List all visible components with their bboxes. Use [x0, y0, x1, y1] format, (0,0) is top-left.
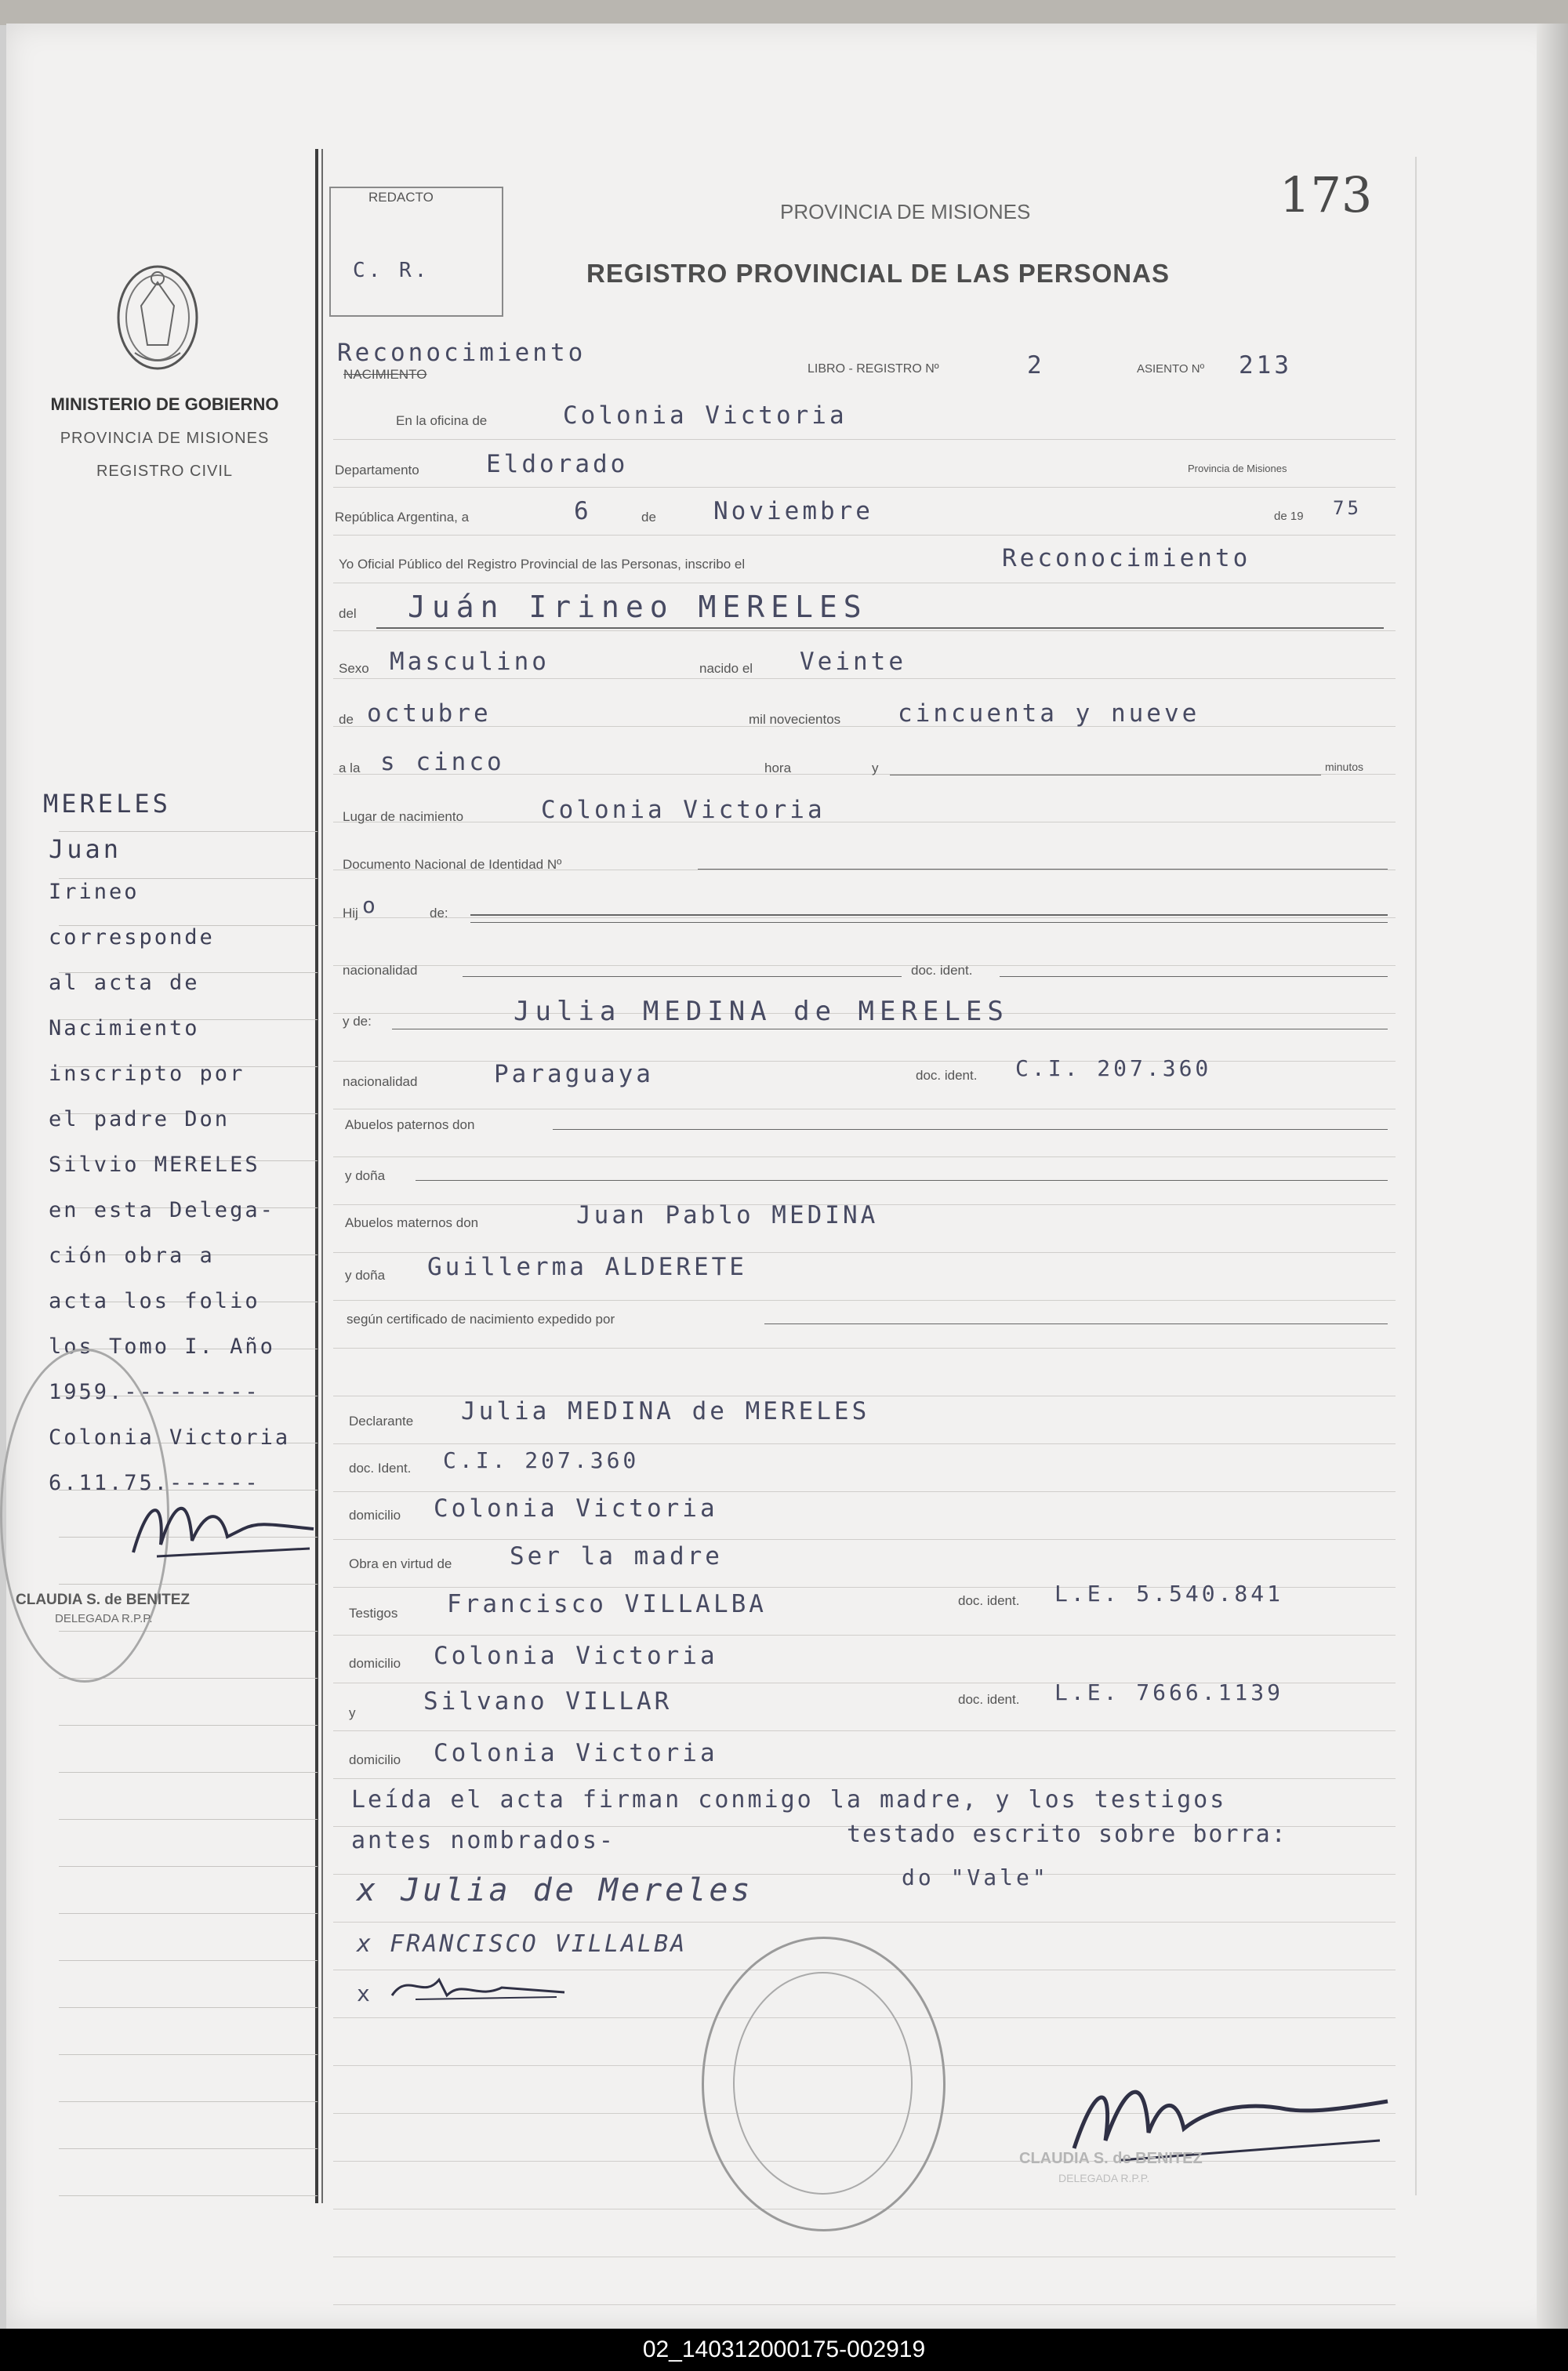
y-dona-label-2: y doña	[345, 1268, 386, 1283]
margin-rule-line	[59, 2054, 318, 2055]
form-rule-line	[333, 487, 1396, 488]
form-rule-line	[333, 726, 1396, 727]
abuelos-maternos-label: Abuelos maternos don	[345, 1215, 479, 1230]
ministry-title: MINISTERIO DE GOBIERNO	[50, 394, 279, 414]
oficial-value: Reconocimiento	[1002, 544, 1251, 572]
provincia-label: Provincia de Misiones	[1188, 463, 1287, 474]
margin-note-line: 6.11.75.------	[49, 1471, 260, 1495]
form-rule-line	[333, 1300, 1396, 1301]
mother-document: C.I. 207.360	[1015, 1055, 1212, 1081]
margin-note-line: ción obra a	[49, 1244, 215, 1268]
segun-label: según certificado de nacimiento expedido por	[347, 1312, 615, 1327]
bottom-officer-name: CLAUDIA S. de BENITEZ	[1019, 2150, 1203, 2167]
page-top-edge	[0, 0, 1568, 25]
year-value: 75	[1333, 497, 1362, 519]
margin-note-line: Silvio MERELES	[49, 1153, 260, 1177]
month-value: Noviembre	[713, 497, 873, 525]
testigos-label: Testigos	[349, 1606, 398, 1621]
redacto-box	[329, 187, 503, 317]
margin-note-line: Juan	[49, 834, 122, 864]
closing-line-2a: antes nombrados-	[351, 1827, 615, 1854]
margin-rule-line	[59, 1913, 318, 1914]
testigo1-doc: L.E. 5.540.841	[1054, 1581, 1284, 1607]
dni-label: Documento Nacional de Identidad Nº	[343, 857, 562, 872]
nacido-value: Veinte	[800, 648, 906, 676]
margin-rule-line	[59, 1819, 318, 1820]
form-rule-line	[333, 535, 1396, 536]
doc-ident-label-1: doc. ident.	[911, 963, 973, 978]
signature-mother-note: do "Vale"	[902, 1864, 1049, 1890]
coat-of-arms-icon	[111, 259, 204, 376]
subject-name: Juán Irineo MERELES	[408, 590, 868, 624]
closing-line-1: Leída el acta firman conmigo la madre, y los testigos	[351, 1786, 1227, 1814]
hijo-de-label: de:	[430, 906, 448, 920]
signature-mother: x Julia de Mereles	[357, 1872, 753, 1908]
decl-doc-value: C.I. 207.360	[443, 1447, 640, 1473]
margin-note-line: MERELES	[43, 789, 171, 819]
margin-rule-line	[59, 1772, 318, 1773]
bottom-officer-role: DELEGADA R.P.P.	[1058, 2172, 1150, 2184]
margin-note-line: Irineo	[49, 880, 140, 904]
year-label: de 19	[1274, 510, 1304, 523]
image-id-footer: 02_140312000175-002919	[0, 2329, 1568, 2371]
page-edge-shadow	[1537, 24, 1568, 2329]
alas-value: s cinco	[380, 748, 505, 776]
y2-label: y	[349, 1705, 356, 1720]
nacionalidad-label-1: nacionalidad	[343, 963, 418, 978]
form-rule-line	[333, 1730, 1396, 1731]
margin-note-line: corresponde	[49, 925, 215, 949]
sexo-label: Sexo	[339, 661, 369, 676]
margin-note-line: en esta Delega-	[49, 1198, 275, 1222]
margin-rule-line	[59, 1725, 318, 1726]
margin-officer-name: CLAUDIA S. de BENITEZ	[16, 1592, 191, 1608]
y-label: y	[872, 761, 879, 775]
republica-label: República Argentina, a	[335, 510, 470, 525]
domicilio-label-2: domicilio	[349, 1656, 401, 1671]
father-underline	[470, 914, 1388, 916]
testigo2-name: Silvano VILLAR	[423, 1687, 673, 1716]
margin-rule-line	[59, 2007, 318, 2008]
oficial-label: Yo Oficial Público del Registro Provincial de las Personas, inscribo el	[339, 557, 746, 572]
form-rule-line	[333, 1443, 1396, 1444]
lugar-label: Lugar de nacimiento	[343, 809, 464, 824]
margin-note-line: al acta de	[49, 971, 200, 995]
decl-doc-label: doc. Ident.	[349, 1461, 412, 1476]
libro-value: 2	[1027, 351, 1045, 379]
nac1-underline	[463, 976, 902, 977]
margin-note-line: los Tomo I. Año	[49, 1334, 275, 1359]
lugar-value: Colonia Victoria	[541, 796, 826, 824]
decl-domicilio: Colonia Victoria	[434, 1494, 718, 1523]
margin-note-line: inscripto por	[49, 1062, 245, 1086]
right-form-border	[1415, 157, 1417, 2195]
signature-witness-2-mark: x	[357, 1981, 373, 2006]
obra-value: Ser la madre	[510, 1542, 723, 1570]
margin-officer-role: DELEGADA R.P.P.	[55, 1612, 153, 1625]
de-label: de	[641, 510, 656, 525]
departamento-label: Departamento	[335, 463, 419, 477]
declarante-label: Declarante	[349, 1414, 414, 1429]
doc-ident-label-3: doc. ident.	[958, 1593, 1020, 1608]
declarante-value: Julia MEDINA de MERELES	[461, 1397, 870, 1425]
hora-label: hora	[764, 761, 792, 775]
segun-underline	[764, 1323, 1388, 1324]
de2-label: de	[339, 712, 354, 727]
oficina-label: En la oficina de	[396, 413, 488, 428]
mother-nationality: Paraguaya	[494, 1060, 654, 1088]
oficina-value: Colonia Victoria	[563, 401, 848, 430]
form-rule-line	[333, 1348, 1396, 1349]
name-underline	[376, 627, 1384, 629]
margin-note-line: Colonia Victoria	[49, 1425, 291, 1450]
form-rule-line	[333, 1061, 1396, 1062]
birth-month: octubre	[367, 699, 492, 728]
form-rule-line	[333, 1156, 1396, 1157]
margin-rule-line	[59, 2148, 318, 2149]
testigo2-doc: L.E. 7666.1139	[1054, 1679, 1284, 1705]
redacto-value: C. R.	[353, 259, 430, 282]
departamento-value: Eldorado	[486, 450, 629, 478]
signature-witness-1: x FRANCISCO VILLALBA	[357, 1930, 688, 1958]
minutos-label: minutos	[1325, 761, 1364, 773]
margin-rule-line	[59, 2101, 318, 2102]
form-rule-line	[333, 2304, 1396, 2305]
registry-stamp-inner	[733, 1972, 913, 2195]
margin-rule-inner	[321, 149, 323, 2203]
dona1-underline	[416, 1180, 1388, 1181]
margin-rule-line	[59, 2195, 318, 2196]
folio-number: 173	[1279, 166, 1373, 223]
doc-ident-label-2: doc. ident.	[916, 1068, 978, 1083]
obra-label: Obra en virtud de	[349, 1556, 452, 1571]
closing-line-2b: testado escrito sobre borra:	[847, 1821, 1287, 1848]
mil-label: mil novecientos	[749, 712, 841, 727]
doc1-underline	[1000, 976, 1388, 977]
hijo-label: Hij	[343, 906, 358, 920]
mother-name: Julia MEDINA de MERELES	[514, 996, 1009, 1027]
form-rule-line	[333, 678, 1396, 679]
margin-rule-line	[59, 1960, 318, 1961]
ministry-office: REGISTRO CIVIL	[96, 463, 234, 480]
margin-rule-line	[59, 1866, 318, 1867]
form-rule-line	[333, 630, 1396, 631]
nacionalidad-label-2: nacionalidad	[343, 1074, 418, 1089]
act-type-handwritten: Reconocimiento	[337, 339, 586, 367]
form-rule-line	[333, 1635, 1396, 1636]
asiento-label: ASIENTO Nº	[1137, 362, 1205, 376]
y-de-label: y de:	[343, 1014, 372, 1029]
testigo1-domicilio: Colonia Victoria	[434, 1642, 718, 1670]
abuelos-paternos-label: Abuelos paternos don	[345, 1117, 475, 1132]
form-rule-line	[333, 1922, 1396, 1923]
sexo-value: Masculino	[390, 648, 550, 676]
form-rule-line	[333, 965, 1396, 966]
province-header: PROVINCIA DE MISIONES	[780, 200, 1031, 223]
nacido-label: nacido el	[699, 661, 753, 676]
form-rule-line	[333, 1491, 1396, 1492]
domicilio-label-3: domicilio	[349, 1752, 401, 1767]
act-type-printed: NACIMIENTO	[343, 367, 427, 382]
redacto-label: REDACTO	[368, 190, 434, 205]
form-rule-line	[333, 917, 1396, 918]
maternal-grandmother: Guillerma ALDERETE	[427, 1253, 747, 1281]
abuelos-pat-underline	[553, 1129, 1388, 1130]
margin-note-line: Nacimiento	[49, 1016, 200, 1040]
doc-ident-label-4: doc. ident.	[958, 1692, 1020, 1707]
maternal-grandfather: Juan Pablo MEDINA	[576, 1201, 879, 1229]
mil-value: cincuenta y nueve	[898, 699, 1200, 728]
libro-label: LIBRO - REGISTRO Nº	[808, 362, 939, 376]
registry-title: REGISTRO PROVINCIAL DE LAS PERSONAS	[586, 259, 1170, 288]
y-dona-label-1: y doña	[345, 1168, 386, 1183]
margin-note-line: el padre Don	[49, 1107, 230, 1131]
domicilio-label-1: domicilio	[349, 1508, 401, 1523]
signature-witness-2	[384, 1964, 572, 2011]
hijo-value: o	[362, 892, 379, 918]
alas-label: a la	[339, 761, 361, 775]
form-rule-line	[333, 1539, 1396, 1540]
dni-underline	[698, 869, 1388, 870]
margin-rule-line	[59, 878, 318, 879]
day-value: 6	[574, 497, 592, 525]
form-rule-line	[333, 1778, 1396, 1779]
testigo1-name: Francisco VILLALBA	[447, 1590, 767, 1618]
ministry-province: PROVINCIA DE MISIONES	[60, 430, 270, 447]
del-label: del	[339, 606, 357, 621]
form-rule-line	[333, 439, 1396, 440]
margin-note-line: 1959.---------	[49, 1380, 260, 1404]
margin-rule-line	[59, 831, 318, 832]
asiento-value: 213	[1239, 351, 1292, 379]
margin-note-line: acta los folio	[49, 1289, 260, 1313]
margin-rule	[315, 149, 318, 2203]
margin-signature	[125, 1482, 321, 1568]
father-underline-2	[470, 922, 1388, 923]
testigo2-domicilio: Colonia Victoria	[434, 1739, 718, 1767]
